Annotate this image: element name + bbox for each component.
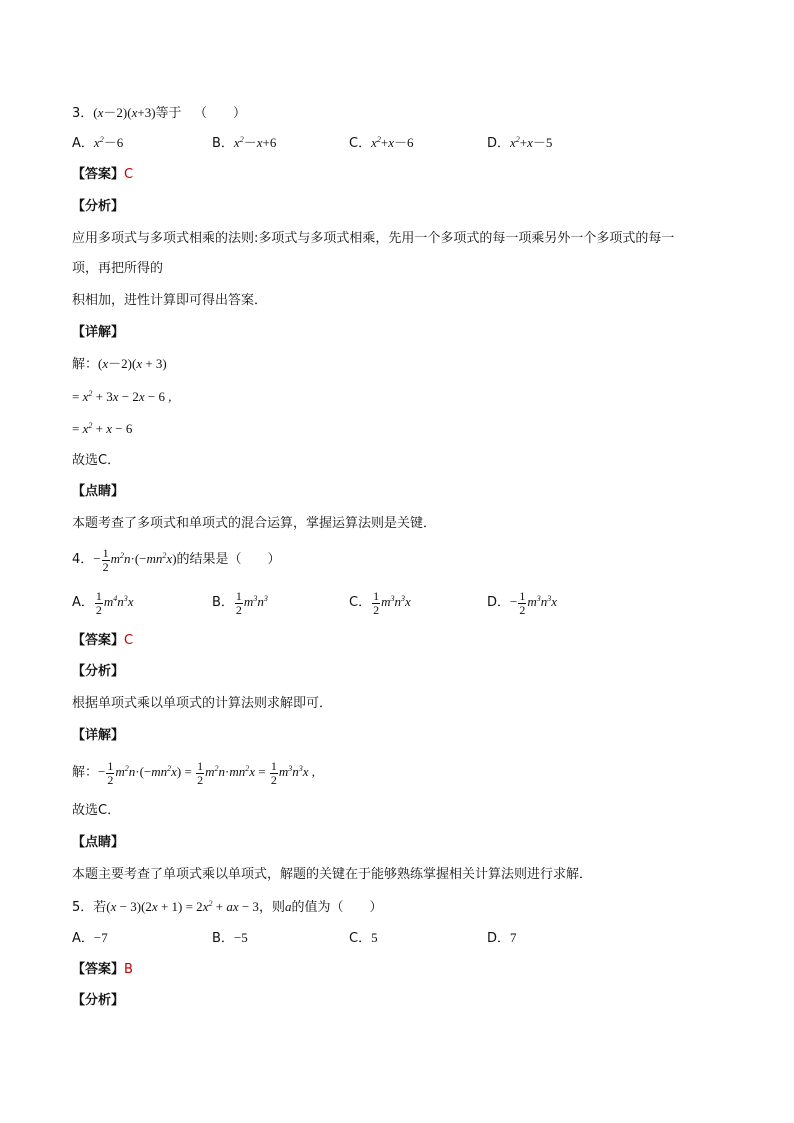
q4-option-c: C． $\frac{1}{2}$ $m^3n^3x$	[349, 588, 411, 617]
q4-stem-tail: 的结果是（ ）	[176, 552, 281, 567]
q5-option-c: C．5	[349, 930, 378, 946]
q3-detail-step-1: 解：(x－2)(x + 3)	[72, 356, 167, 372]
q5-answer: 【答案】B	[72, 962, 133, 977]
q4-answer: 【答案】C	[72, 633, 134, 648]
q5-analysis-tag: 【分析】	[72, 993, 125, 1008]
q5-option-a: A．−7	[72, 930, 108, 946]
q4-comment-tag: 【点睛】	[72, 835, 125, 850]
q3-detail-tag: 【详解】	[72, 325, 125, 340]
q4-number: 4．	[72, 552, 94, 567]
q3-analysis-tag: 【分析】	[72, 199, 125, 214]
q4-expression: − $\frac{1}{2}$ $m^2n\cdot(-mn^2x)$	[93, 545, 177, 574]
q3-analysis-line-1: 应用多项式与多项式相乘的法则:多项式与多项式相乘，先用一个多项式的每一项乘另外一个多项式的每一	[72, 231, 675, 246]
q5-answer-value: B	[124, 962, 133, 977]
q4-stem	[72, 544, 281, 575]
q5-option-b: B．−5	[212, 930, 248, 946]
q3-option-a: A．$x^2-6$	[72, 135, 124, 151]
q3-detail-step-2: = $x^2 + 3x - 2x - 6$ ,	[72, 389, 172, 404]
q3-option-d: D．$x^2+x-5$	[487, 135, 553, 151]
q3-paren: （ ）	[193, 106, 246, 121]
q5-stem-tail: 的值为（ ）	[291, 900, 383, 915]
q5-equation: $(x - 3)(2x + 1) = 2x^2$ + ax − 3	[106, 899, 259, 914]
q4-detail-step: 解：− $\frac{1}{2}$ $m^2n\cdot(-mn^2x)$ = $\frac{1}{2}$ $m^2n\cdot mn^2x$ = $\frac{1}{2}$ $m^3n^3x$ ,	[72, 758, 316, 787]
q3-detail-step-3: = $x^2 + x - 6$	[72, 421, 133, 436]
q4-analysis: 根据单项式乘以单项式的计算法则求解即可．	[72, 696, 333, 711]
q3-stem	[72, 104, 246, 123]
q4-answer-value: C	[124, 633, 134, 648]
q5-stem-mid: ，则	[258, 900, 285, 915]
q4-option-b: B． $\frac{1}{2}$ $m^3n^3$	[212, 588, 268, 617]
q4-detail-tag: 【详解】	[72, 728, 125, 743]
q3-analysis-line-3: 积相加，进性计算即可得出答案．	[72, 293, 268, 308]
q5-option-d: D．7	[487, 930, 517, 946]
q3-answer-value: C	[124, 167, 134, 182]
q3-option-b: B．$x^2-x+6$	[212, 135, 277, 151]
q4-analysis-tag: 【分析】	[72, 664, 125, 679]
q3-analysis-line-2: 项，再把所得的	[72, 261, 164, 276]
q3-comment: 本题考查了多项式和单项式的混合运算，掌握运算法则是关键．	[72, 516, 437, 531]
q3-conclusion: 故选C．	[72, 453, 121, 468]
q3-option-c: C．$x^2+x-6$	[349, 135, 414, 151]
q3-answer: 【答案】C	[72, 167, 134, 182]
q5-number: 5．若	[72, 900, 107, 915]
q4-option-d: D．− $\frac{1}{2}$ $m^3n^3x$	[487, 588, 558, 617]
q5-variable: a	[284, 899, 292, 914]
q3-number: 3．	[72, 106, 94, 121]
q4-option-a: A． $\frac{1}{2}$ $m^4n^3x$	[72, 588, 134, 617]
q3-stem-tail: 等于	[155, 106, 182, 121]
q3-comment-tag: 【点睛】	[72, 484, 125, 499]
q5-stem	[72, 898, 382, 917]
q3-expression: (x－2)(x+3)	[93, 105, 156, 120]
q4-conclusion: 故选C．	[72, 803, 121, 818]
q4-comment: 本题主要考查了单项式乘以单项式，解题的关键在于能够熟练掌握相关计算法则进行求解．	[72, 867, 593, 882]
